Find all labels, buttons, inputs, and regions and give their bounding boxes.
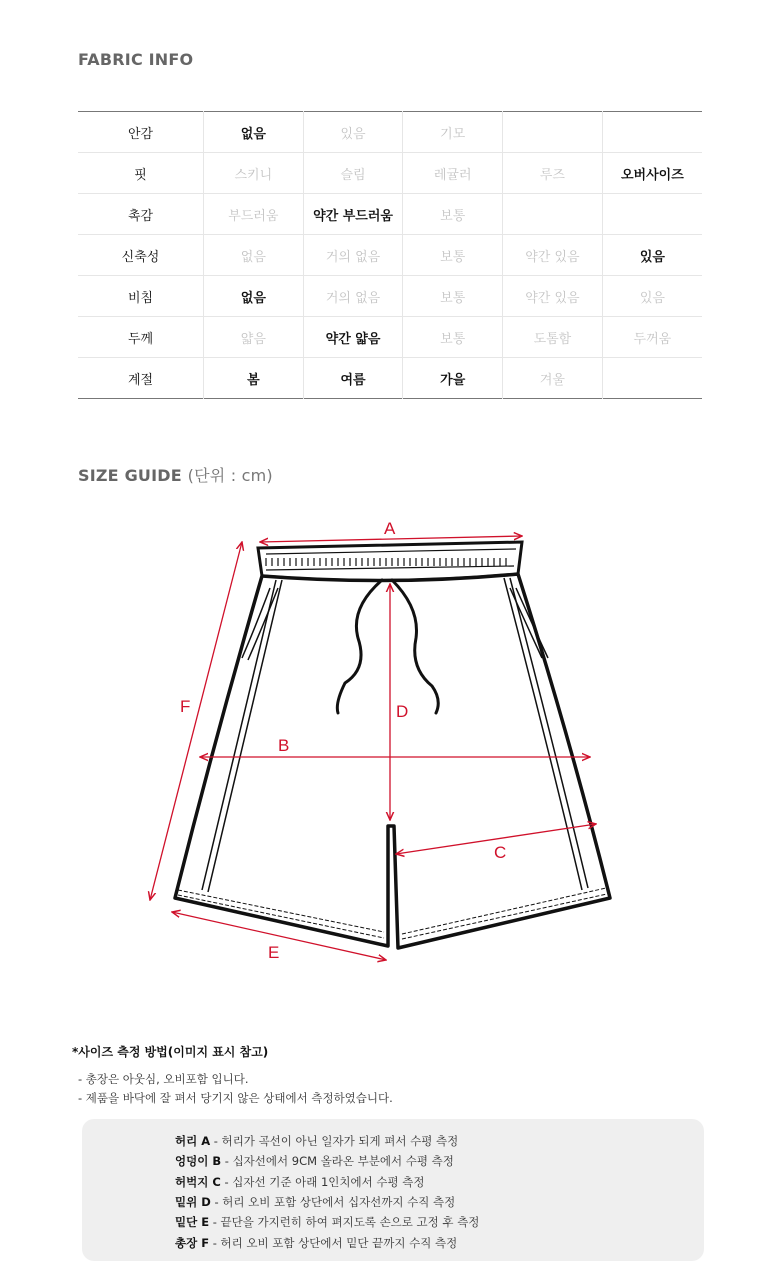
fabric-option: 기모 bbox=[403, 112, 503, 153]
measure-guide-name: 총장 F bbox=[175, 1235, 210, 1250]
measure-guide-name: 밑위 D bbox=[175, 1194, 211, 1209]
fabric-option: 보통 bbox=[403, 235, 503, 276]
measure-guide-desc: - 허리가 곡선이 아닌 일자가 되게 펴서 수평 측정 bbox=[213, 1134, 459, 1148]
size-guide-title bbox=[78, 463, 273, 486]
label-a: A bbox=[384, 519, 396, 538]
measure-guide-name: 밑단 E bbox=[175, 1215, 210, 1230]
fabric-option bbox=[602, 112, 702, 153]
fabric-option: 두꺼움 bbox=[602, 317, 702, 358]
fabric-option: 없음 bbox=[204, 235, 304, 276]
fabric-row-label: 비침 bbox=[78, 276, 204, 317]
measure-note: - 총장은 아웃심, 오비포함 입니다. bbox=[78, 1072, 249, 1086]
fabric-option-selected: 여름 bbox=[303, 358, 403, 399]
fabric-option-selected: 오버사이즈 bbox=[602, 153, 702, 194]
measure-note: - 제품을 바닥에 잘 펴서 당기지 않은 상태에서 측정하였습니다. bbox=[78, 1091, 393, 1105]
fabric-option: 거의 없음 bbox=[303, 276, 403, 317]
fabric-info-title: FABRIC INFO bbox=[78, 50, 194, 69]
measure-guide-line bbox=[175, 1133, 458, 1149]
fabric-row bbox=[78, 358, 702, 399]
fabric-option: 스키니 bbox=[204, 153, 304, 194]
fabric-row-label: 신축성 bbox=[78, 235, 204, 276]
fabric-option bbox=[503, 194, 603, 235]
fabric-option: 보통 bbox=[403, 317, 503, 358]
shorts-body bbox=[175, 574, 610, 948]
fabric-option: 약간 있음 bbox=[503, 276, 603, 317]
fabric-option: 있음 bbox=[303, 112, 403, 153]
measure-notes-title: *사이즈 측정 방법(이미지 표시 참고) bbox=[72, 1045, 269, 1059]
fabric-row bbox=[78, 235, 702, 276]
measure-guide-desc: - 허리 오비 포함 상단에서 십자선까지 수직 측정 bbox=[214, 1194, 456, 1209]
fabric-option-selected: 봄 bbox=[204, 358, 304, 399]
fabric-option-selected: 약간 부드러움 bbox=[303, 194, 403, 235]
size-guide-unit: (단위 : cm) bbox=[187, 466, 273, 485]
measure-guide-line bbox=[175, 1194, 455, 1210]
fabric-option: 약간 있음 bbox=[503, 235, 603, 276]
measure-guide-desc: - 끝단을 가지런히 하여 펴지도록 손으로 고정 후 측정 bbox=[212, 1215, 480, 1230]
fabric-option: 루즈 bbox=[503, 153, 603, 194]
label-b: B bbox=[278, 736, 290, 755]
fabric-option: 보통 bbox=[403, 194, 503, 235]
measure-guide-name: 허리 A bbox=[175, 1134, 211, 1148]
fabric-option bbox=[602, 194, 702, 235]
measure-guide-name: 허벅지 C bbox=[175, 1174, 221, 1189]
fabric-option: 겨울 bbox=[503, 358, 603, 399]
fabric-row bbox=[78, 276, 702, 317]
measure-guide-line bbox=[175, 1174, 424, 1190]
label-d: D bbox=[396, 702, 409, 721]
fabric-row-label: 안감 bbox=[78, 112, 204, 153]
label-c: C bbox=[494, 843, 507, 862]
measure-guide-desc: - 허리 오비 포함 상단에서 밑단 끝까지 수직 측정 bbox=[212, 1235, 458, 1250]
fabric-option-selected: 없음 bbox=[204, 112, 304, 153]
fabric-option-selected: 있음 bbox=[602, 235, 702, 276]
fabric-option: 부드러움 bbox=[204, 194, 304, 235]
fabric-option-selected: 없음 bbox=[204, 276, 304, 317]
measure-guide-line bbox=[175, 1214, 479, 1230]
label-e: E bbox=[268, 943, 280, 962]
fabric-option-selected: 약간 얇음 bbox=[303, 317, 403, 358]
fabric-info-table bbox=[78, 111, 702, 399]
fabric-option bbox=[602, 358, 702, 399]
measure-guide-desc: - 십자선에서 9CM 올라온 부분에서 수평 측정 bbox=[224, 1154, 454, 1169]
fabric-option: 얇음 bbox=[204, 317, 304, 358]
fabric-option: 거의 없음 bbox=[303, 235, 403, 276]
fabric-row bbox=[78, 112, 702, 153]
measure-guide-desc: - 십자선 기준 아래 1인치에서 수평 측정 bbox=[224, 1174, 425, 1189]
fabric-option-selected: 가을 bbox=[403, 358, 503, 399]
fabric-option: 도톰함 bbox=[503, 317, 603, 358]
label-f: F bbox=[180, 697, 191, 716]
fabric-row-label: 핏 bbox=[78, 153, 204, 194]
measure-guide-line bbox=[175, 1235, 457, 1251]
size-guide-heading: SIZE GUIDE bbox=[78, 466, 182, 485]
fabric-option: 보통 bbox=[403, 276, 503, 317]
shorts-diagram bbox=[130, 508, 630, 978]
fabric-option: 슬림 bbox=[303, 153, 403, 194]
measure-guide-name: 엉덩이 B bbox=[175, 1154, 222, 1169]
measure-guide-line bbox=[175, 1153, 454, 1169]
fabric-row-label: 계절 bbox=[127, 372, 154, 388]
fabric-option: 레귤러 bbox=[403, 153, 503, 194]
fabric-row-label: 두께 bbox=[78, 317, 204, 358]
fabric-row bbox=[78, 194, 702, 235]
fabric-row bbox=[78, 153, 702, 194]
fabric-row-label: 촉감 bbox=[78, 194, 204, 235]
fabric-row bbox=[78, 317, 702, 358]
fabric-option bbox=[503, 112, 603, 153]
fabric-option: 있음 bbox=[602, 276, 702, 317]
